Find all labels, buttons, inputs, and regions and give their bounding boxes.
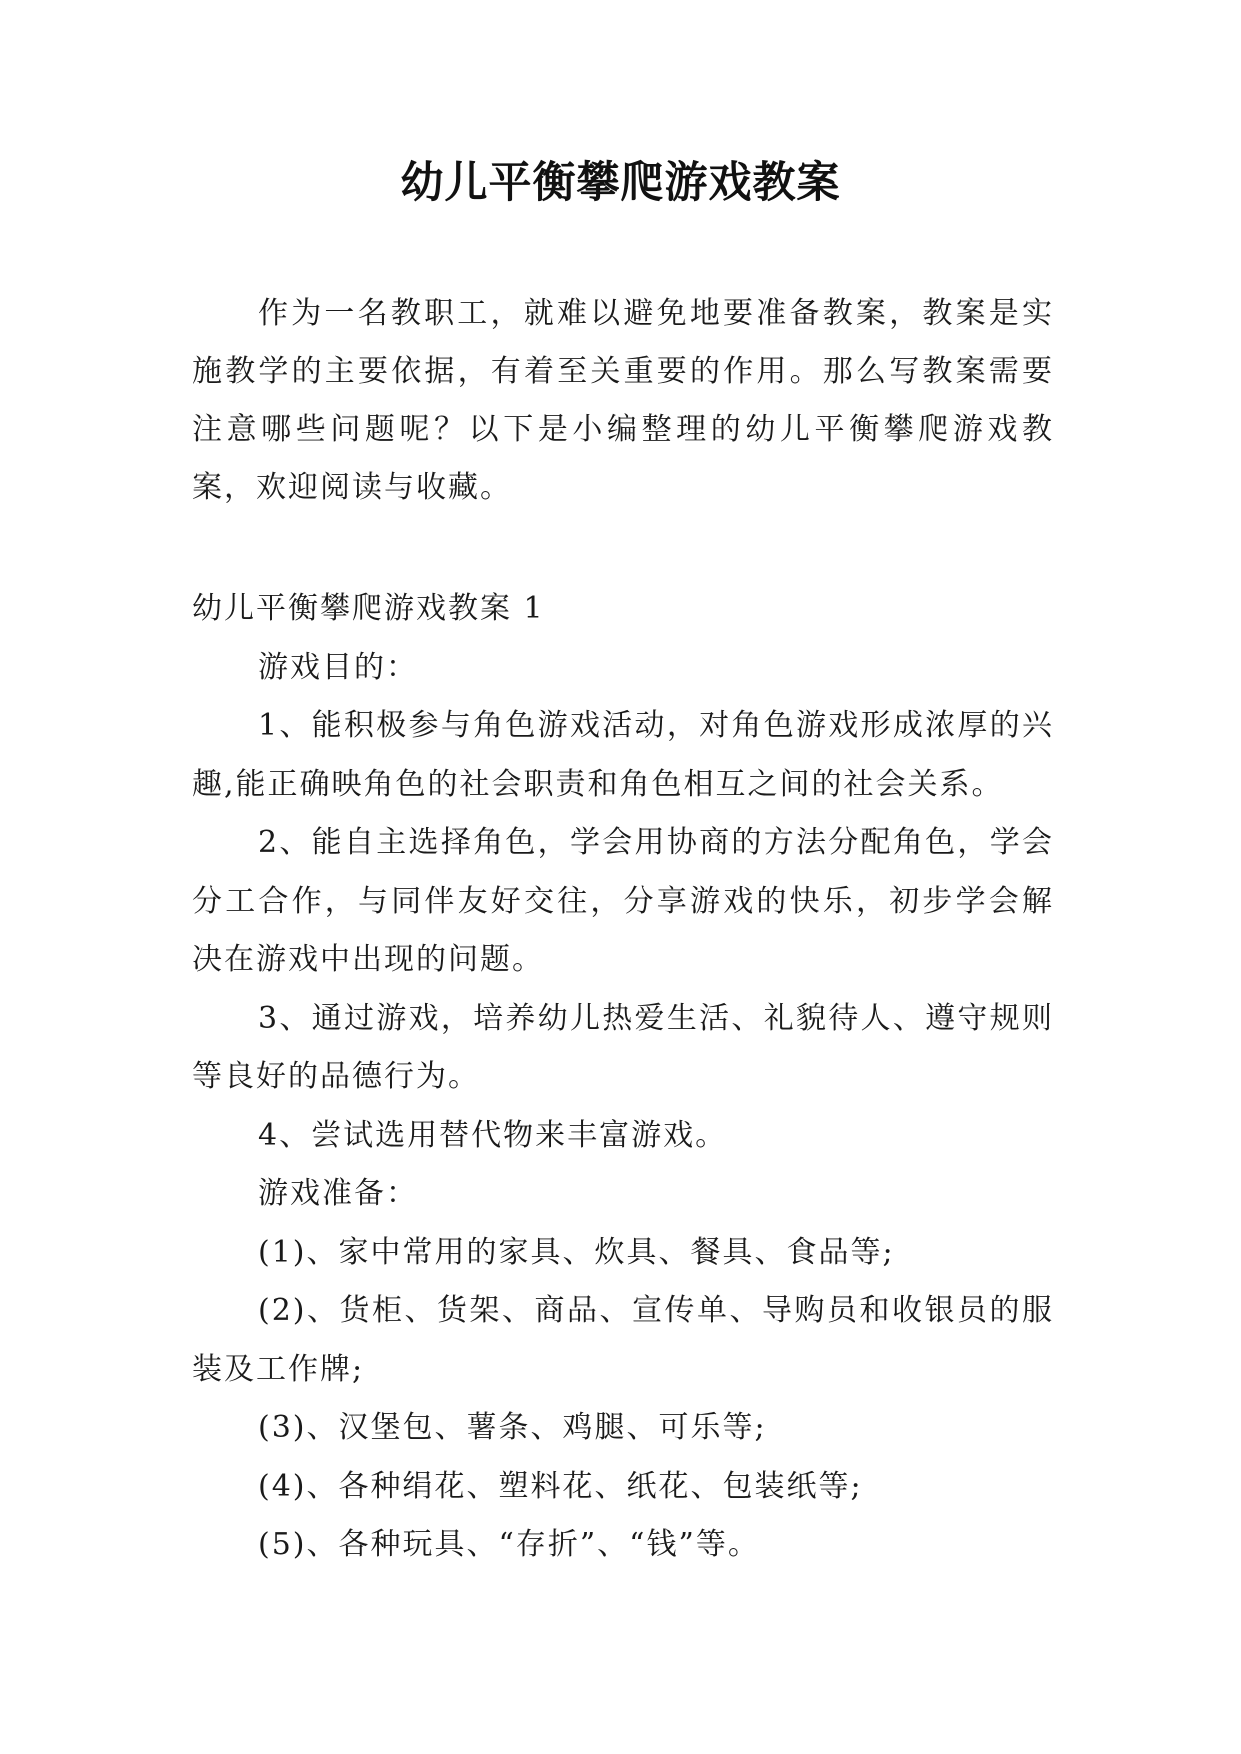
document-title: 幼儿平衡攀爬游戏教案	[400, 158, 841, 208]
section-heading: 幼儿平衡攀爬游戏教案 1	[192, 591, 545, 626]
prep-item-3: (3)、汉堡包、薯条、鸡腿、可乐等;	[258, 1410, 767, 1445]
prep-item-2: (2)、货柜、货架、商品、宣传单、导购员和收银员的服装及工作牌;	[192, 1293, 1054, 1387]
prep-label: 游戏准备：	[258, 1176, 418, 1211]
goal-item-3: 3、通过游戏，培养幼儿热爱生活、礼貌待人、遵守规则等良好的品德行为。	[192, 1000, 1054, 1094]
goal-item-2: 2、能自主选择角色，学会用协商的方法分配角色，学会分工合作，与同伴友好交往，分享游戏的快乐，初步学会解决在游戏中出现的问题。	[192, 825, 1054, 977]
goal-item-4: 4、尝试选用替代物来丰富游戏。	[258, 1117, 728, 1153]
goal-item-1: 1、能积极参与角色游戏活动，对角色游戏形成浓厚的兴趣,能正确映角色的社会职责和角色相互之间的社会关系。	[192, 708, 1054, 802]
goals-label: 游戏目的：	[258, 649, 418, 685]
intro-paragraph: 作为一名教职工，就难以避免地要准备教案，教案是实施教学的主要依据，有着至关重要的作用。那么写教案需要注意哪些问题呢？以下是小编整理的幼儿平衡攀爬游戏教案，欢迎阅读与收藏。	[192, 296, 1054, 505]
section-content	[192, 580, 1054, 1575]
prep-item-5: (5)、各种玩具、“存折”、“钱”等。	[258, 1527, 760, 1562]
prep-item-4: (4)、各种绢花、塑料花、纸花、包装纸等;	[258, 1468, 863, 1504]
prep-item-1: (1)、家中常用的家具、炊具、餐具、食品等;	[258, 1234, 895, 1270]
